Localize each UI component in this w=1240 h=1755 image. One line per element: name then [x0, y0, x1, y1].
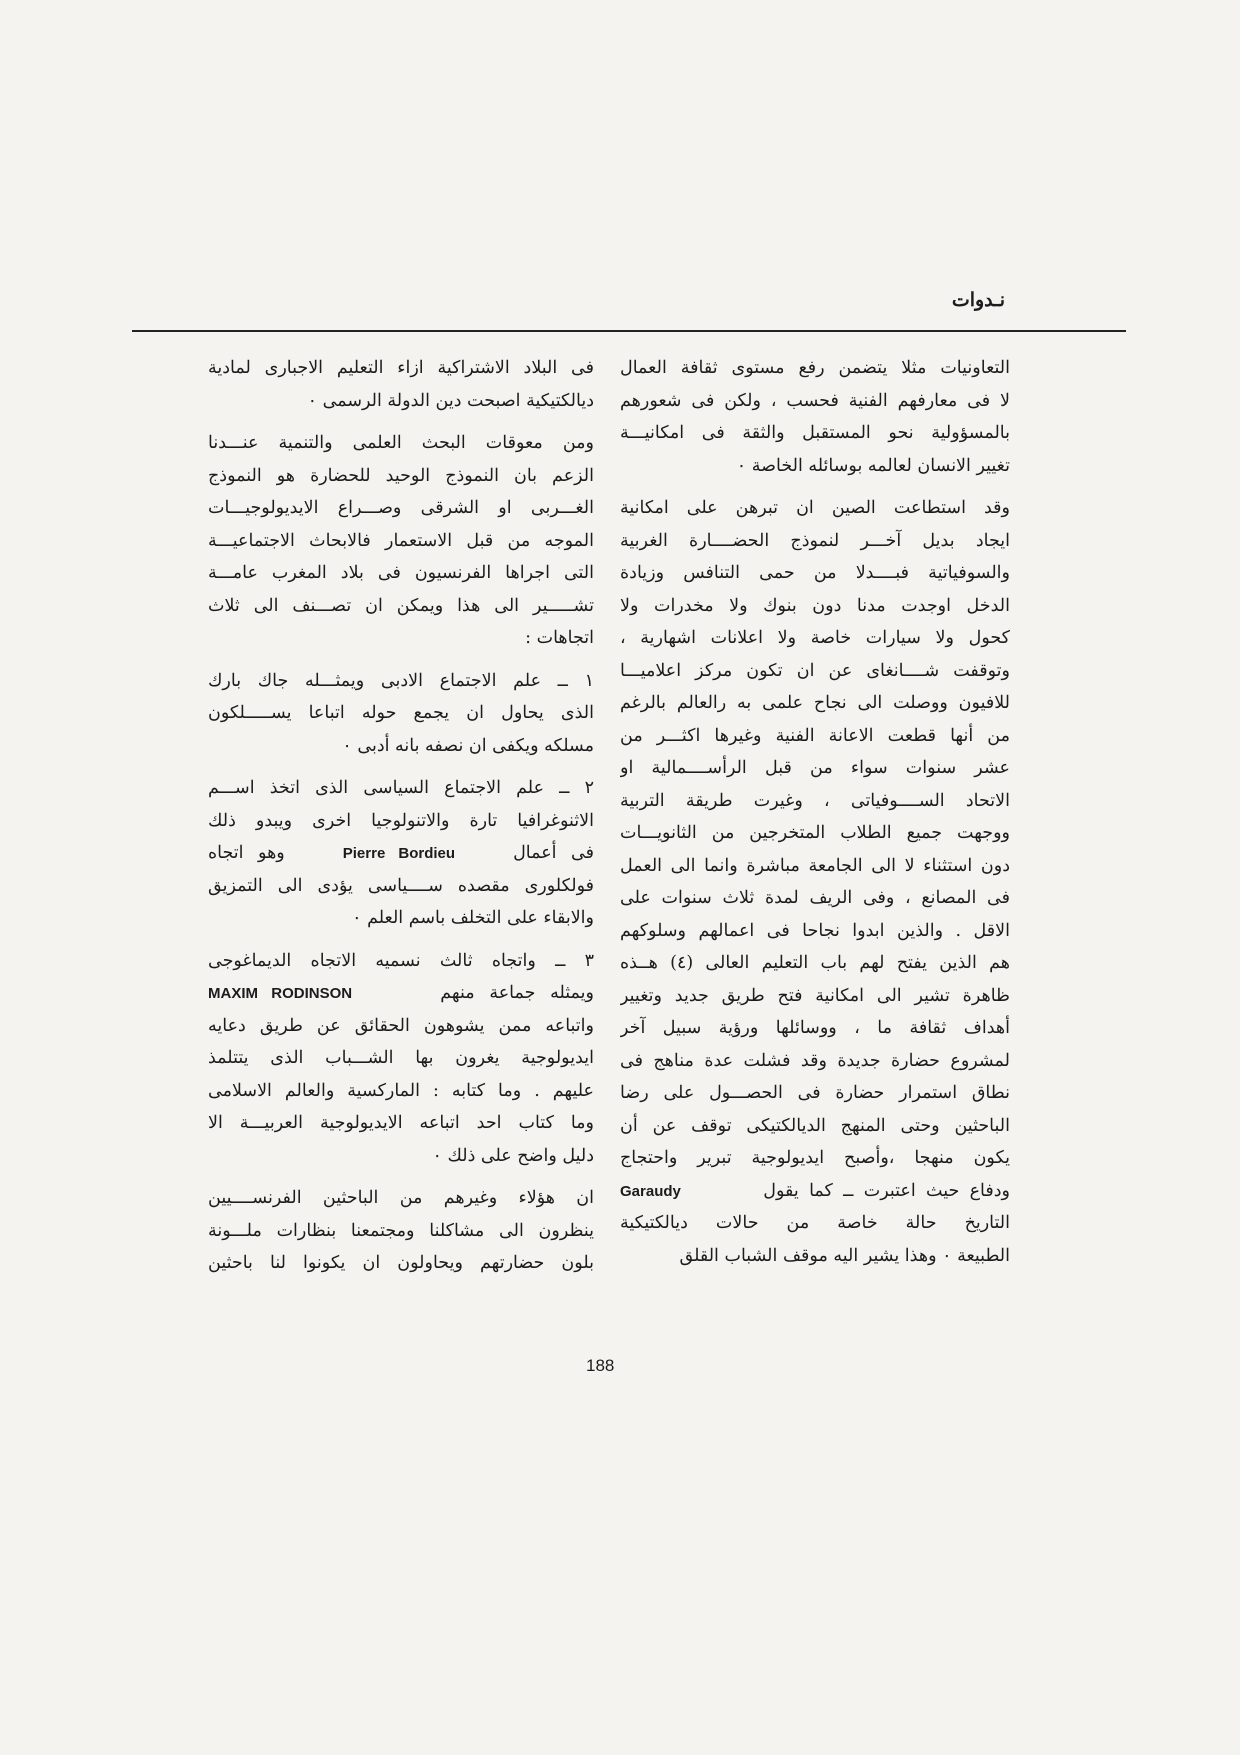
author-name-bordieu: Pierre Bordieu: [342, 845, 456, 862]
text-line: الدخل اوجدت مدنا دون بنوك ولا مخدرات ولا: [620, 595, 1010, 616]
text-line: بلون حضارتهم ويحاولون ان يكونوا لنا باحثين: [208, 1253, 594, 1273]
text-line: عشر سنوات سواء من قبل الرأســــمالية او: [620, 758, 1010, 778]
text-line: ووجهت جميع الطلاب المتخرجين من الثانويـــات: [620, 823, 1010, 843]
rodinson-line-prefix: ويمثله جماعة منهم: [440, 983, 594, 1003]
text-line: ايديولوجية يغرون بها الشـــباب الذى يتتلمذ: [208, 1048, 594, 1068]
text-line: التى اجراها الفرنسيون فى بلاد المغرب عامـــة: [208, 563, 594, 583]
text-line: لا فى معارفهم الفنية فحسب ، ولكن فى شعورهم: [620, 390, 1010, 411]
right-column: [620, 352, 1010, 1272]
header-rule: [132, 330, 1126, 332]
text-line: ان هؤلاء وغيرهم من الباحثين الفرنســــيين: [208, 1188, 594, 1208]
text-line: الباحثين وحتى المنهج الديالكتيكى توقف عن أن: [620, 1115, 1010, 1136]
text-line: فى المصانع ، وفى الريف لمدة ثلاث سنوات على: [620, 888, 1010, 908]
text-line: والابقاء على التخلف باسم العلم ٠: [352, 908, 594, 928]
text-line: تغيير الانسان لعالمه بوسائله الخاصة ٠: [736, 455, 1010, 476]
text-line: ظاهرة تشير الى امكانية فتح طريق جديد وتغيير: [620, 985, 1010, 1006]
text-line: عليهم . وما كتابه : الماركسية والعالم الاسلامى: [208, 1080, 594, 1101]
text-line: هم الذين يفتح لهم باب التعليم العالى (٤) هــذه: [620, 953, 1010, 973]
text-line: الغـــربى او الشرقى وصـــراع الايديولوجيـــات: [208, 498, 594, 518]
text-line: واتباعه ممن يشوهون الحقائق عن طريق دعايه: [208, 1015, 594, 1036]
text-line: بالمسؤولية نحو المستقبل والثقة فى امكانيـــة: [620, 423, 1010, 443]
page-number: 188: [586, 1356, 615, 1375]
author-name-garaudy: Garaudy: [620, 1182, 681, 1200]
text-line: دون استثناء لا الى الجامعة مباشرة وانما الى العمل: [620, 855, 1010, 876]
text-line: والسوفياتية فبــــدلا من حمى التنافس وزيادة: [620, 563, 1010, 583]
bordieu-line: [208, 837, 594, 870]
text-line: ديالكتيكية اصبحت دين الدولة الرسمى ٠: [307, 390, 594, 411]
text-line: فولكلورى مقصده ســــياسى يؤدى الى التمزيق: [208, 875, 594, 896]
text-line: مسلكه ويكفى ان نصفه بانه أدبى ٠: [342, 735, 594, 756]
rodinson-line: [208, 977, 594, 1010]
text-line: ١ ــ علم الاجتماع الادبى ويمثـــله جاك بارك: [208, 670, 594, 691]
text-line: لمشروع حضارة جديدة وقد فشلت عدة مناهج فى: [620, 1050, 1010, 1071]
bordieu-line-prefix: فى أعمال: [513, 843, 594, 863]
text-line: الاتحاد الســــوفياتى ، وغيرت طريقة التربية: [620, 790, 1010, 811]
text-line: تشـــــير الى هذا ويمكن ان تصـــنف الى ثلاث: [208, 595, 594, 616]
text-line: ينظرون الى مشاكلنا ومجتمعنا بنظارات ملـــونة: [208, 1220, 594, 1241]
text-line: الزعم بان النموذج الوحيد للحضارة هو النموذج: [208, 465, 594, 486]
text-line: للافيون ووصلت الى نجاح علمى به رالعالم بالرغم: [620, 693, 1010, 713]
text-line: الاثنوغرافيا تارة والاتنولوجيا اخرى ويبدو ذلك: [208, 810, 594, 831]
text-line: وقد استطاعت الصين ان تبرهن على امكانية: [620, 498, 1010, 518]
text-line: دليل واضح على ذلك ٠: [432, 1145, 594, 1166]
text-line: ٢ ــ علم الاجتماع السياسى الذى اتخذ اســـم: [208, 778, 594, 798]
text-line: من أنها قطعت الاعانة الفنية وغيرها اكثـــر من: [620, 725, 1010, 746]
garaudy-line-prefix: ودفاع حيث اعتبرت ــ كما يقول: [763, 1180, 1010, 1201]
text-line: التاريخ حالة خاصة من حالات ديالكتيكية: [620, 1213, 1010, 1233]
text-line: الذى يحاول ان يجمع حوله اتباعا يســـــلكون: [208, 703, 594, 723]
text-line: الطبيعة ٠ وهذا يشير اليه موقف الشباب القلق: [679, 1245, 1010, 1266]
text-line: اتجاهات :: [525, 628, 594, 648]
text-line: أهداف ثقافة ما ، ووسائلها ورؤية سبيل آخر: [620, 1018, 1010, 1038]
garaudy-line: [620, 1175, 1010, 1208]
bordieu-line-suffix: وهو اتجاه: [208, 843, 285, 863]
text-line: الاقل . والذين ابدوا نجاحا فى اعمالهم وسلوكهم: [620, 920, 1010, 941]
text-line: ٣ ــ واتجاه ثالث نسميه الاتجاه الديماغوجى: [208, 950, 594, 971]
text-line: كحول ولا سيارات خاصة ولا اعلانات اشهارية ،: [620, 628, 1010, 648]
text-line: نطاق استمرار حضارة فى الحصـــول على رضا: [620, 1083, 1010, 1103]
text-line: فى البلاد الاشتراكية ازاء التعليم الاجبارى لمادية: [208, 358, 594, 378]
text-line: الموجه من قبل الاستعمار فالابحاث الاجتماعيـــة: [208, 530, 594, 551]
text-line: يكون منهجا ،وأصبح ايديولوجية تبرير واحتجاج: [620, 1148, 1010, 1168]
author-name-rodinson: MAXIM RODINSON: [208, 985, 353, 1002]
text-line: ومن معوقات البحث العلمى والتنمية عنـــدنا: [208, 433, 594, 453]
text-line: وما كتاب احد اتباعه الايديولوجية العربيـــة الا: [208, 1113, 594, 1133]
text-line: ايجاد بديل آخـــر لنموذج الحضــــارة الغربية: [620, 530, 1010, 551]
text-line: وتوقفت شــــانغاى عن ان تكون مركز اعلاميـــا: [620, 660, 1010, 681]
running-title: نـدوات: [951, 289, 1005, 311]
text-line: التعاونيات مثلا يتضمن رفع مستوى ثقافة العمال: [620, 358, 1010, 378]
left-column: [208, 352, 594, 1280]
